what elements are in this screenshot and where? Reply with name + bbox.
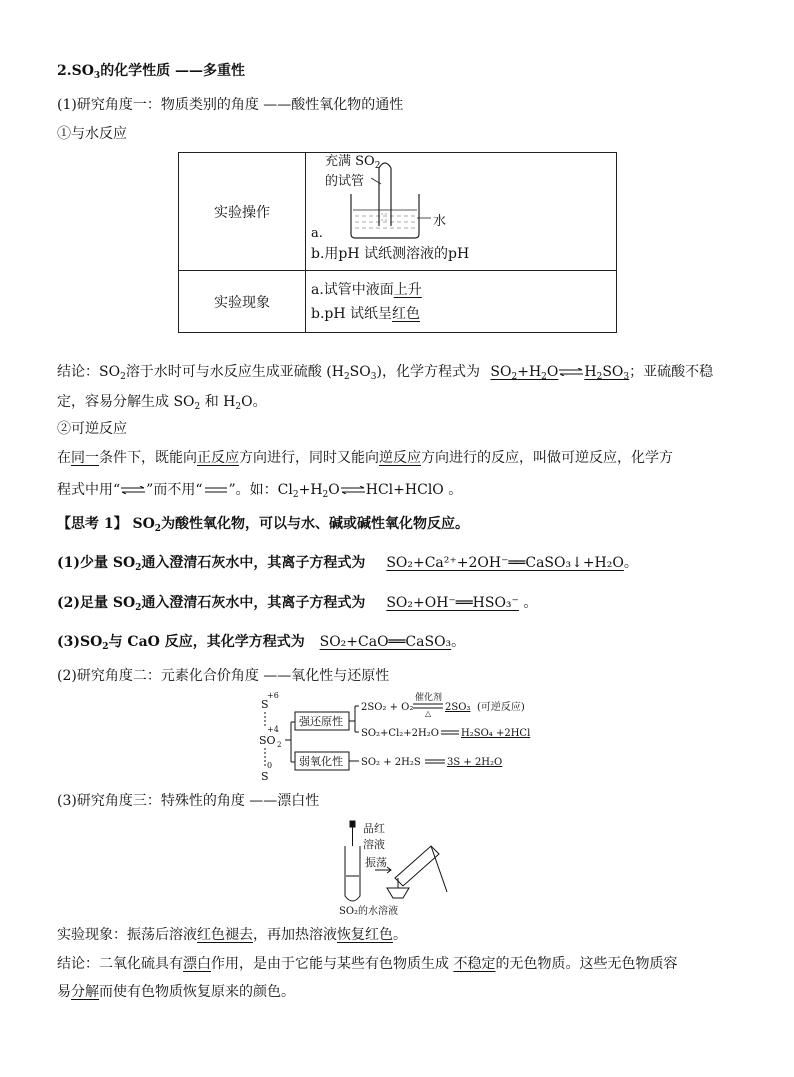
reversible-line-1: 在同一条件下，既能向正反应方向进行，同时又能向逆反应方向进行的反应，叫做可逆反应，化学方 — [57, 450, 673, 466]
item-reversible: ②可逆反应 — [57, 421, 127, 437]
operation-header: 实验操作 — [179, 153, 306, 271]
think-answer-1: SO₂+Ca²⁺+2OH⁻══CaSO₃↓+H₂O — [386, 555, 624, 571]
tilted-tube-icon — [395, 846, 439, 886]
angle-two-heading: (2)研究角度二：元素化合价角度 ——氧化性与还原性 — [57, 668, 390, 684]
table-row-operation — [179, 153, 617, 271]
title-rest: 的化学性质 ——多重性 — [100, 63, 246, 79]
equation-left: $SO_2+H_2O$ — [490, 364, 559, 382]
phenomenon-cell — [306, 271, 617, 333]
think-answer-3: SO₂+CaO══CaSO₃ — [319, 634, 452, 650]
reaction1-left: 2SO₂ + O₂ — [361, 702, 414, 713]
redox-diagram — [255, 692, 555, 784]
obs-a: a.试管中液面上升 — [311, 281, 422, 298]
conclusion-line-1: 结论：$SO_2$溶于水时可与水反应生成亚硫酸 $(H_2SO_3)$，化学方程式为 $SO_2+H_2O$ $H_2SO_3$；亚硫酸不稳 — [57, 364, 714, 382]
s-bot: S — [261, 770, 269, 783]
reaction1-right: 2SO₃ — [445, 702, 471, 713]
phenomenon-line: 实验现象：振荡后溶液红色褪去，再加热溶液恢复红色。 — [57, 927, 407, 943]
burner-icon — [387, 888, 409, 898]
so2: SO — [259, 734, 276, 747]
solution-label: 溶液 — [363, 838, 385, 851]
think-heading: 【思考 1】 $SO_2$为酸性氧化物，可以与水、碱或碱性氧化物反应。 — [57, 516, 470, 534]
operation-cell — [306, 153, 617, 271]
bleaching-apparatus — [335, 818, 465, 918]
reaction3-right: 3S + 2H₂O — [447, 757, 503, 768]
obs-b-answer: 红色 — [392, 305, 421, 322]
test-tube-icon — [345, 846, 360, 901]
reaction1-catalyst: 催化剂 — [415, 693, 443, 703]
step-b: b.用pH 试纸测溶液的pH — [311, 245, 470, 262]
so2-ox: +4 — [267, 725, 279, 734]
title-sub: 3 — [93, 71, 101, 81]
water-label: 水 — [433, 213, 447, 229]
angle-three-heading: (3)研究角度三：特殊性的角度 ——漂白性 — [57, 793, 320, 809]
section-title — [57, 62, 245, 85]
title-prefix: 2.SO — [57, 63, 94, 79]
s-top-ox: +6 — [267, 692, 279, 700]
conclusion2-line-2: 易分解而使有色物质恢复原来的颜色。 — [57, 984, 295, 1000]
conclusion2-line-1: 结论：二氧化硫具有漂白作用，是由于它能与某些有色物质生成 不稳定的无色物质。这些无色物质容 — [57, 956, 678, 972]
so2-solution-caption: SO₂的水溶液 — [339, 906, 399, 917]
think-question-1: (1)少量 $SO_2$通入澄清石灰水中，其离子方程式为 SO₂+Ca²⁺+2OH⁻══CaSO₃↓+H₂O。 — [57, 555, 638, 573]
table-row-phenomenon — [179, 271, 617, 333]
reversible-arrow-icon — [558, 368, 584, 376]
s-top: S — [261, 698, 269, 711]
apparatus — [311, 154, 616, 242]
apparatus-label: 充满 $SO_2$ 的试管 — [325, 153, 381, 189]
experiment-table — [178, 152, 617, 333]
magenta-solution-label: 品红 — [363, 822, 385, 835]
s-bot-ox: 0 — [267, 761, 273, 770]
obs-b: b.pH 试纸呈红色 — [311, 305, 421, 322]
strong-reducing-label: 强还原性 — [299, 715, 343, 728]
think-question-2: (2)足量 $SO_2$通入澄清石灰水中，其离子方程式为 SO₂+OH⁻══HSO₃⁻ 。 — [57, 595, 538, 613]
conclusion-line-2: 定，容易分解生成 $SO_2$ 和 $H_2O$。 — [57, 394, 267, 412]
step-a: a. — [311, 225, 323, 241]
reaction2-right: H₂SO₄ +2HCl — [461, 728, 531, 739]
reaction3-left: SO₂ + 2H₂S — [361, 757, 421, 768]
shake-label: 振荡 — [365, 856, 387, 869]
equals-sign-icon — [203, 486, 229, 494]
reversible-line-2: 程式中用“ ”而不用“ ”。如：$Cl_2+H_2O$ HCl+HClO 。 — [57, 482, 463, 500]
reversible-arrow-icon — [340, 486, 366, 494]
reversible-arrow-icon — [120, 486, 146, 494]
think-answer-2: SO₂+OH⁻══HSO₃⁻ — [386, 595, 519, 611]
reaction2-left: SO₂+Cl₂+2H₂O — [361, 728, 439, 739]
reaction1-note: (可逆反应) — [477, 702, 525, 713]
equation-right: $H_2SO_3$ — [584, 364, 630, 382]
reaction1-heat: △ — [425, 709, 432, 718]
obs-a-answer: 上升 — [393, 281, 422, 298]
think-question-3: $(3)SO_2$与 CaO 反应，其化学方程式为 SO₂+CaO══CaSO₃。 — [57, 634, 466, 652]
angle-one-heading: (1)研究角度一：物质类别的角度 ——酸性氧化物的通性 — [57, 97, 404, 113]
dropper-bulb-icon — [350, 821, 355, 827]
weak-oxidizing-label: 弱氧化性 — [299, 755, 343, 768]
phenomenon-header: 实验现象 — [179, 271, 306, 333]
item-water-reaction: ①与水反应 — [57, 126, 127, 142]
svg-text:2: 2 — [277, 741, 282, 749]
